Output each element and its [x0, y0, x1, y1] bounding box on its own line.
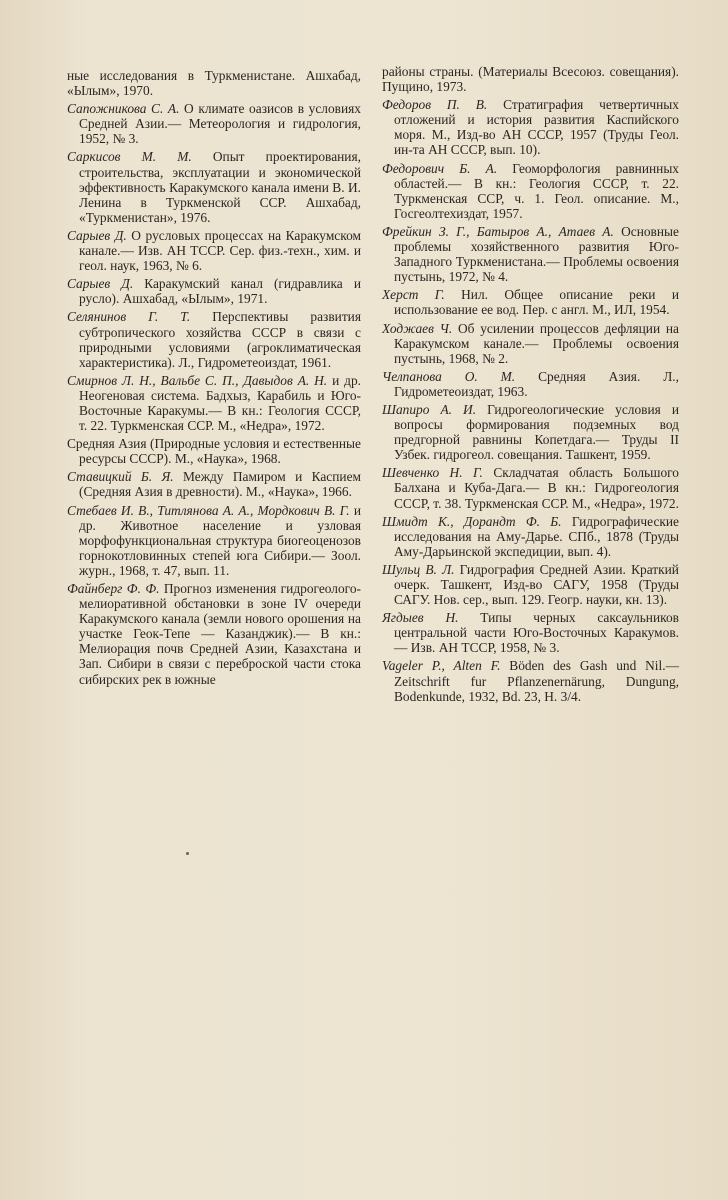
entry-author: Смирнов Л. Н., Вальбе С. П., Давыдов А. Н.: [67, 372, 328, 388]
bibliography-entry: [382, 287, 679, 317]
bibliography-entry: [382, 321, 679, 366]
entry-text: О климате оазисов в условиях Средней Азии.— Метеорология и гидрология, 1952, № 3.: [79, 101, 361, 147]
entry-text: Типы черных саксаульников центральной части Юго-Восточных Каракумов.— Изв. АН ТССР, 1958, № 3.: [394, 610, 679, 656]
entry-author: Шмидт К., Дорандт Ф. Б.: [382, 513, 562, 529]
bibliography-entry: [382, 465, 679, 510]
bibliography-entry: [382, 658, 679, 703]
bibliography-entry: [382, 97, 679, 157]
bibliography-entry: [382, 514, 679, 559]
entry-text: Опыт проектирования, строительства, эксплуатации и экономической эффективность Каракумского канала имени В. И. Ленина в Туркменской ССР. Ашхабад, «Туркменистан», 1976.: [79, 149, 361, 225]
entry-text: Гидрография Средней Азии. Краткий очерк. Ташкент, Изд-во САГУ, 1958 (Труды САГУ. Нов. сер., вып. 129. Геогр. науки, кн. 13).: [394, 561, 679, 608]
entry-text: и др. Неогеновая система. Бадхыз, Карабиль и Юго-Восточные Каракумы.— В кн.: Геология СССР, т. 22. Туркменская ССР. М., «Недра», 1972.: [79, 372, 362, 434]
entry-author: Шапиро А. И.: [382, 401, 477, 417]
bibliography-entry: [382, 224, 679, 284]
entry-text: ные исследования в Туркменистане. Ашхабад, «Ылым», 1970.: [67, 68, 361, 99]
entry-author: Стебаев И. В., Титлянова А. А., Мордкович В. Г.: [67, 502, 350, 518]
entry-author: Селянинов Г. Т.: [67, 309, 191, 325]
entry-text: Складчатая область Большого Балхана и Куба-Дага.— В кн.: Гидрогеология СССР, т. 38. Туркменская ССР. М., «Недра», 1972.: [394, 465, 679, 511]
entry-text: Средняя Азия (Природные условия и естественные ресурсы СССР). М., «Наука», 1968.: [67, 436, 361, 467]
entry-text: О русловых процессах на Каракумском канале.— Изв. АН ТССР. Сер. физ.-техн., хим. и геол. наук, 1963, № 6.: [79, 227, 361, 274]
bibliography-entry: [67, 228, 361, 273]
entry-text: Прогноз изменения гидрогеолого-мелиоративной обстановки в зоне IV очереди Каракумского канала (земли нового орошения на участке Геок-Тепе — Казанджик).— В кн.: Мелиорация почв Средней Азии, Казахстана и Зап. Сибири в связи с переброской части стока сибирских рек в южные: [79, 581, 361, 687]
entry-text: Гидрогеологические условия и вопросы формирования подземных вод предгорной равнины Копетдага.— Труды II Узбек. гидрогеол. совещания. Ташкент, 1959.: [394, 401, 680, 463]
entry-text: Стратиграфия четвертичных отложений и история развития Каспийского моря. М., Изд-во АН СССР, 1957 (Труды Геол. ин-та АН СССР, вып. 10).: [394, 97, 679, 158]
entry-author: Vageler P., Alten F.: [382, 658, 501, 674]
bibliography-entry: [382, 369, 679, 399]
entry-author: Ставицкий Б. Я.: [67, 469, 174, 485]
entry-text: Перспективы развития субтропического хозяйства СССР в связи с природными условиями (агроклиматическая характеристика). Л., Гидрометеоиздат, 1961.: [79, 309, 361, 370]
entry-author: Ягдыев Н.: [382, 610, 459, 626]
bibliography-entry: [67, 503, 361, 578]
entry-text: Нил. Общее описание реки и использование ее вод. Пер. с англ. М., ИЛ, 1954.: [394, 287, 679, 318]
entry-author: Сарыев Д.: [67, 276, 134, 292]
entry-author: Файнберг Ф. Ф.: [67, 581, 160, 596]
bibliography-entry: [67, 309, 361, 369]
bibliography-entry: [67, 469, 361, 499]
bibliography-entry: [67, 276, 361, 306]
entry-text: Гидрографические исследования на Аму-Дарье. СПб., 1878 (Труды Аму-Дарьинской экспедиции, вып. 4).: [394, 513, 680, 559]
entry-author: Шевченко Н. Г.: [382, 465, 483, 481]
entry-author: Шульц В. Л.: [382, 561, 455, 577]
entry-text: Средняя Азия. Л., Гидрометеоиздат, 1963.: [394, 368, 679, 399]
bibliography-entry: [67, 373, 361, 433]
bibliography-left-column: [67, 68, 361, 690]
entry-author: Саркисов М. М.: [67, 149, 192, 165]
bibliography-entry: [67, 436, 361, 466]
entry-text: Каракумский канал (гидравлика и русло). Ашхабад, «Ылым», 1971.: [79, 276, 361, 307]
entry-text: Основные проблемы хозяйственного развития Юго-Западного Туркменистана.— Проблемы освоения пустынь, 1972, № 4.: [394, 223, 679, 285]
entry-author: Федорович Б. А.: [382, 160, 498, 176]
entry-text: районы страны. (Материалы Всесоюз. совещания). Пущино, 1973.: [382, 64, 679, 95]
entry-text: Об усилении процессов дефляции на Каракумском канале.— Проблемы освоения пустынь, 1968, № 2.: [394, 320, 679, 366]
bibliography-entry: [382, 562, 679, 607]
entry-author: Сапожникова С. А.: [67, 101, 180, 117]
bibliography-entry: [67, 581, 361, 687]
entry-author: Ходжаев Ч.: [382, 320, 453, 336]
entry-text: Böden des Gash und Nil.— Zeitschrift fur Pflanzenernärung, Dungung, Bodenkunde, 1932, Bd. 23, H. 3/4.: [394, 658, 679, 704]
bibliography-entry: [382, 402, 679, 462]
entry-text: Геоморфология равнинных областей.— В кн.: Геология СССР, т. 22. Туркменская ССР, ч. 1. Геол. описание. М., Госгеолтехиздат, 1957.: [394, 160, 680, 221]
bibliography-entry: [67, 68, 361, 98]
entry-author: Федоров П. В.: [382, 97, 488, 113]
bibliography-entry: [67, 101, 361, 146]
entry-author: Херст Г.: [382, 287, 445, 303]
print-speck: [186, 852, 189, 855]
entry-text: Между Памиром и Каспием (Средняя Азия в древности). М., «Наука», 1966.: [79, 469, 361, 500]
bibliography-right-column: [382, 64, 679, 707]
bibliography-entry: [382, 610, 679, 655]
entry-author: Челпанова О. М.: [382, 368, 516, 384]
entry-text: и др. Животное население и узловая морфофункциональная структура биогеоценозов горнокотловинных степей юга Сибири.— Зоол. журн., 1968, т. 47, вып. 11.: [79, 502, 361, 578]
bibliography-entry: [382, 64, 679, 94]
bibliography-entry: [67, 149, 361, 224]
bibliography-entry: [382, 161, 679, 221]
entry-author: Сарыев Д.: [67, 227, 127, 243]
entry-author: Фрейкин З. Г., Батыров А., Атаев А.: [382, 223, 614, 239]
